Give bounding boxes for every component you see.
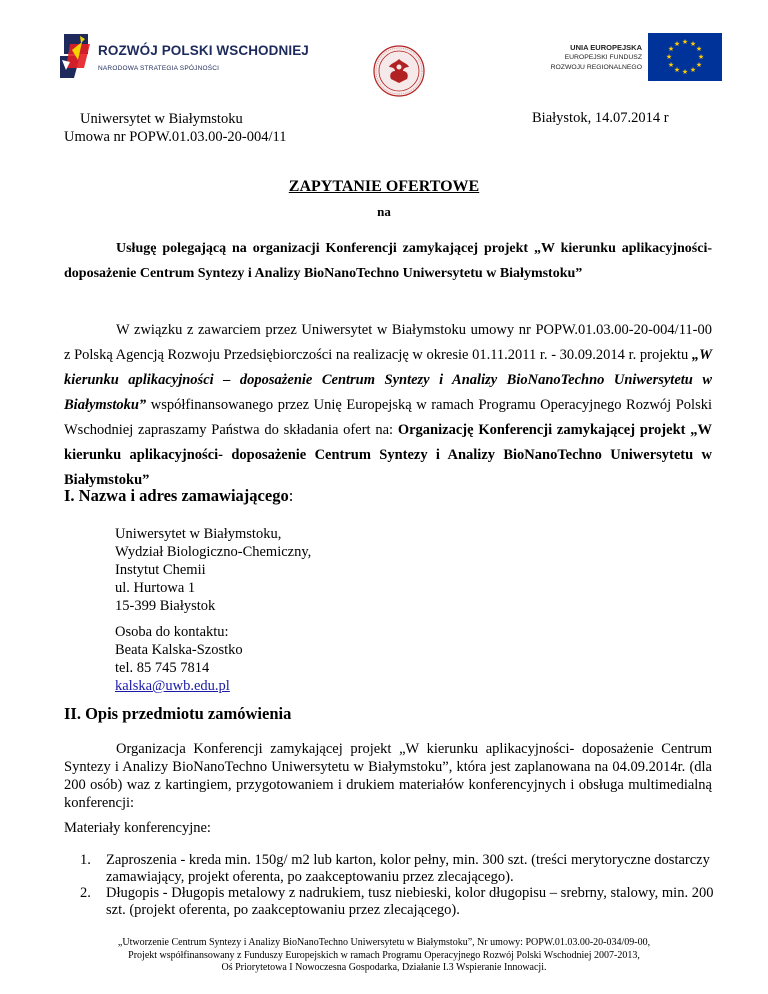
- section-1-heading-text: I. Nazwa i adres zamawiającego: [64, 486, 289, 505]
- svg-text:★: ★: [667, 61, 675, 69]
- svg-text:★: ★: [665, 53, 673, 61]
- svg-text:★: ★: [673, 40, 681, 48]
- section-1-heading-colon: :: [288, 486, 294, 505]
- svg-text:★: ★: [695, 45, 703, 53]
- sender-block: [64, 110, 287, 146]
- body-paragraph: [64, 318, 712, 493]
- contract-number: Umowa nr POPW.01.03.00-20-004/11: [64, 129, 287, 145]
- svg-text:★: ★: [689, 66, 697, 74]
- svg-text:★: ★: [673, 66, 681, 74]
- svg-text:★: ★: [667, 45, 675, 53]
- document-title-sub: na: [377, 204, 391, 219]
- address-line: Uniwersytet w Białymstoku,: [115, 526, 282, 542]
- section-2-heading: II. Opis przedmiotu zamówienia: [64, 704, 292, 723]
- svg-text:★: ★: [681, 38, 689, 46]
- contact-name: Beata Kalska-Szostko: [115, 642, 243, 658]
- list-item: [80, 885, 720, 918]
- eu-line1: UNIA EUROPEJSKA: [570, 43, 642, 52]
- address-line: ul. Hurtowa 1: [115, 580, 196, 596]
- svg-text:★: ★: [697, 53, 705, 61]
- eu-line3: ROZWOJU REGIONALNEGO: [550, 64, 642, 71]
- intro-paragraph: [64, 236, 712, 286]
- address-line: Instytut Chemii: [115, 562, 206, 578]
- orderer-address: [115, 525, 311, 615]
- document-title: ZAPYTANIE OFERTOWE: [288, 178, 480, 195]
- eu-line2: EUROPEJSKI FUNDUSZ: [564, 54, 642, 61]
- footer-line3: Oś Priorytetowa I Nowoczesna Gospodarka, Działanie I.3 Wspieranie Innowacji.: [221, 962, 547, 973]
- materials-list: [80, 852, 720, 918]
- rozwoj-polski-wschodniej-logo: [58, 30, 318, 86]
- contact-email-link[interactable]: kalska@uwb.edu.pl: [115, 678, 230, 694]
- university-seal-icon: [373, 45, 425, 97]
- body-part1: W związku z zawarciem przez Uniwersytet w Białymstoku umowy nr POPW.01.03.00-20-004/11-00 z Polską Agencją Rozwoju Przedsiębiorczości na realizację w okresie 01.11.2011 r. - 30.09.2014 r. projektu: [64, 322, 712, 363]
- list-item-number: 2.: [80, 885, 91, 901]
- address-line: 15-399 Białystok: [115, 598, 216, 614]
- svg-text:★: ★: [695, 61, 703, 69]
- document-date: Białystok, 14.07.2014 r: [532, 110, 669, 126]
- intro-text: Usługę polegającą na organizacji Konferencji zamykającej projekt „W kierunku aplikacyjności- doposażenie Centrum Syntezy i Analizy BioNanoTechno Uniwersytetu w Białymstoku”: [64, 241, 712, 281]
- section-1-heading: [64, 486, 293, 506]
- body-part2: współfinansowanego przez Unię Europejską w ramach Programu Operacyjnego Rozwój Polski Wschodniej zapraszamy Państwa do składania ofert na:: [64, 397, 712, 438]
- sender-name: Uniwersytet w Białymstoku: [80, 111, 243, 127]
- order-description-text: Organizacja Konferencji zamykającej projekt „W kierunku aplikacyjności- doposażenie Centrum Syntezy i Analizy BioNanoTechno Uniwersytetu w Białymstoku”, która jest zaplanowana na 04.09.2014r. (dla 200 osób) waz z kartingiem, przygotowaniem i drukiem materiałów konferencyjnych i obsługa multimedialną konferencji:: [64, 741, 712, 811]
- rps-emblem-icon: [58, 30, 92, 80]
- svg-text:★: ★: [681, 68, 689, 76]
- rps-title: ROZWÓJ POLSKI WSCHODNIEJ: [98, 43, 309, 58]
- contact-label: Osoba do kontaktu:: [115, 624, 229, 640]
- list-item-number: 1.: [80, 852, 91, 868]
- project-name: „W kierunku aplikacyjności – doposażenie Centrum Syntezy i Analizy BioNanoTechno Uniwersytetu w Białymstoku”: [64, 347, 712, 413]
- eu-flag-icon: [648, 33, 722, 81]
- list-item-text: Zaproszenia - kreda min. 150g/ m2 lub karton, kolor pełny, min. 300 szt. (treści merytoryczne dostarczy zamawiający, projekt oferenta, po zaakceptowaniu przez zlecającego).: [106, 852, 710, 885]
- materials-label: Materiały konferencyjne:: [64, 820, 211, 836]
- order-description: [64, 740, 712, 812]
- contact-block: [115, 623, 243, 695]
- rps-subtitle: NARODOWA STRATEGIA SPÓJNOŚCI: [98, 65, 220, 72]
- list-item: [80, 852, 720, 885]
- page-footer: [0, 937, 768, 975]
- footer-line2: Projekt współfinansowany z Funduszy Europejskich w ramach Programu Operacyjnego Rozwój Polski Wschodniej 2007-2013,: [128, 949, 640, 961]
- svg-text:★: ★: [689, 40, 697, 48]
- list-item-text: Długopis - Długopis metalowy z nadrukiem, tusz niebieski, kolor długopisu – srebrny, stalowy, min. 200 szt. (projekt oferenta, po zaakceptowaniu przez zlecającego).: [106, 885, 714, 918]
- contact-phone: tel. 85 745 7814: [115, 660, 210, 676]
- order-subject: Organizację Konferencji zamykającej projekt „W kierunku aplikacyjności- doposażenie Centrum Syntezy i Analizy BioNanoTechno Uniwersytetu w Białymstoku”: [64, 422, 712, 488]
- footer-line1: „Utworzenie Centrum Syntezy i Analizy BioNanoTechno Uniwersytetu w Białymstoku”, Nr umowy: POPW.01.03.00-20-034/09-00,: [117, 937, 651, 948]
- eu-logo: [520, 33, 730, 83]
- address-line: Wydział Biologiczno-Chemiczny,: [115, 544, 312, 560]
